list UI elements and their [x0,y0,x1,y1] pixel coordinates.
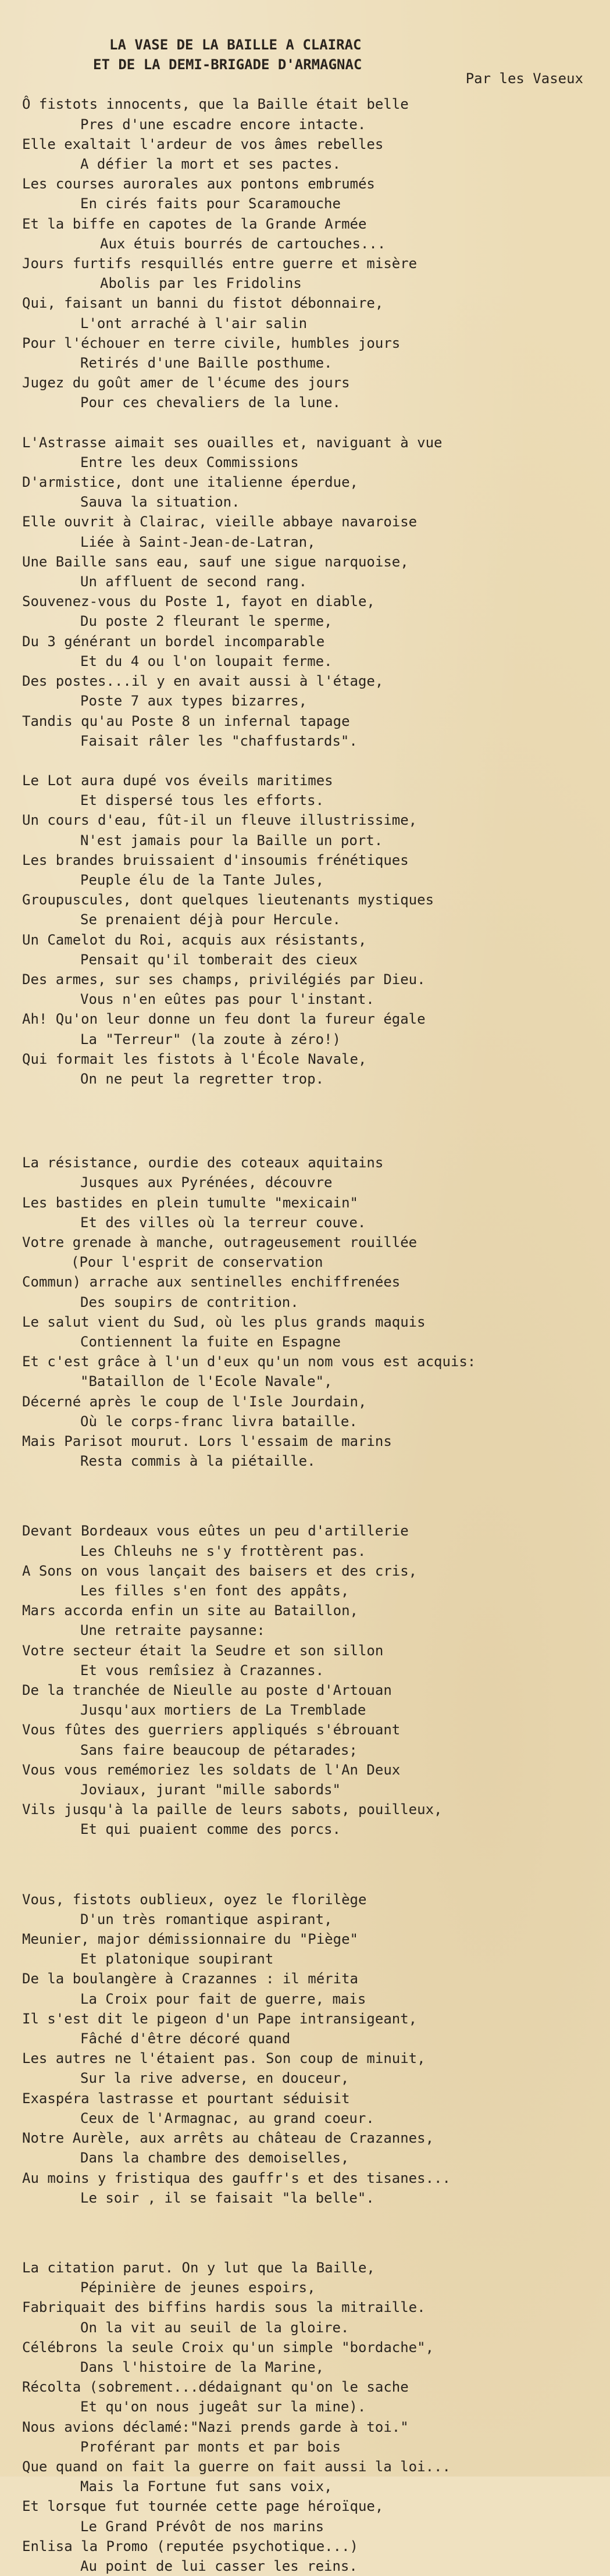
verse-line: Votre grenade à manche, outrageusement rouillée [22,1234,418,1250]
verse-line: Souvenez-vous du Poste 1, fayot en diable, [22,593,375,610]
verse-line: Nous avions déclamé:"Nazi prends garde à toi." [22,2418,409,2435]
poem-subtitle: ET DE LA DEMI-BRIGADE D'ARMAGNAC [93,56,362,73]
verse-line: Et vous remîsiez à Crazannes. [80,1662,324,1679]
verse-line: Il s'est dit le pigeon d'un Pape intransigeant, [22,2010,418,2027]
verse-line: Jusqu'aux mortiers de La Tremblade [80,1702,366,1719]
verse-line: Le soir , il se faisait "la belle". [80,2189,374,2206]
verse-line: Pres d'une escadre encore intacte. [80,116,366,133]
verse-line: D'un très romantique aspirant, [80,1911,333,1927]
poem-title: LA VASE DE LA BAILLE A CLAIRAC [109,37,362,53]
verse-line: Mais Parisot mourut. Lors l'essaim de marins [22,1433,392,1449]
verse-line: Faisait râler les "chaffustards". [80,732,358,749]
verse-line: Dans la chambre des demoiselles, [80,2150,349,2167]
verse-line: On ne peut la regretter trop. [80,1070,324,1087]
verse-line: A Sons on vous lançait des baisers et des cris, [22,1562,418,1579]
verse-line: Jusques aux Pyrénées, découvre [80,1174,333,1191]
verse-line: Le salut vient du Sud, où les plus grands maquis [22,1313,426,1330]
verse-line: Aux étuis bourrés de cartouches... [100,235,386,252]
verse-line: Proférant par monts et par bois [80,2438,341,2455]
verse-line: Au point de lui casser les reins. [80,2557,358,2574]
verse-line: D'armistice, dont une italienne éperdue, [22,474,358,491]
verse-line: Peuple élu de la Tante Jules, [80,871,324,888]
stanza-7 [22,2258,593,2576]
poem-authors: Par les Vaseux [465,70,583,87]
verse-line: Joviaux, jurant "mille sabords" [80,1782,341,1798]
verse-line: Contiennent la fuite en Espagne [80,1333,341,1350]
verse-line: L'Astrasse aimait ses ouailles et, naviguant à vue [22,434,443,451]
verse-line: Du 3 générant un bordel incomparable [22,633,325,650]
verse-line: Vous fûtes des guerriers appliqués s'ébrouant [22,1722,401,1738]
verse-line: Les autres ne l'étaient pas. Son coup de minuit, [22,2050,426,2067]
verse-line: Où le corps-franc livra bataille. [80,1413,358,1430]
stanza-3 [22,771,593,1089]
verse-line: Elle ouvrit à Clairac, vieille abbaye navaroise [22,514,418,530]
verse-line: Enlisa la Promo (reputée psychotique...) [22,2538,358,2554]
verse-line: Des soupirs de contrition. [80,1294,299,1310]
verse-line: Jugez du goût amer de l'écume des jours [22,375,350,391]
verse-line: Et c'est grâce à l'un d'eux qu'un nom vous est acquis: [22,1353,476,1370]
verse-line: Les brandes bruissaient d'insoumis frénétiques [22,851,409,868]
verse-line: Les bastides en plein tumulte "mexicain" [22,1194,358,1211]
verse-line: En cirés faits pour Scaramouche [80,195,341,212]
verse-line: Un cours d'eau, fût-il un fleuve illustrissime, [22,812,418,829]
verse-line: Devant Bordeaux vous eûtes un peu d'artillerie [22,1523,409,1540]
verse-line: (Pour l'esprit de conservation [71,1254,323,1271]
verse-line: Notre Aurèle, aux arrêts au château de Crazannes, [22,2130,434,2147]
verse-line: Et lorsque fut tournée cette page héroïque, [22,2498,384,2515]
verse-line: On la vit au seuil de la gloire. [80,2319,349,2336]
verse-line: Vils jusqu'à la paille de leurs sabots, pouilleux, [22,1801,443,1818]
verse-line: De la boulangère à Crazannes : il mérita [22,1971,358,1987]
verse-line: Entre les deux Commissions [80,454,299,471]
verse-line: Pour ces chevaliers de la lune. [80,394,341,411]
poem-body [22,94,593,2576]
verse-line: Et des villes où la terreur couve. [80,1214,366,1231]
verse-line: Fabriquait des biffins hardis sous la mitraille. [22,2299,426,2316]
verse-line: L'ont arraché à l'air salin [80,315,308,332]
stanza-2 [22,433,593,751]
verse-line: Sauva la situation. [80,494,240,511]
verse-line: La Croix pour fait de guerre, mais [80,1990,366,2007]
verse-line: Pépinière de jeunes espoirs, [80,2279,316,2296]
verse-line: Une retraite paysanne: [80,1622,265,1639]
verse-line: Vous vous remémoriez les soldats de l'An Deux [22,1761,401,1778]
verse-line: Une Baille sans eau, sauf une sigue narquoise, [22,553,409,570]
verse-line: Un affluent de second rang. [80,573,308,590]
verse-line: Fâché d'être décoré quand [80,2030,291,2047]
verse-line: Vous n'en eûtes pas pour l'instant. [80,991,374,1008]
verse-line: Qui formait les fistots à l'École Navale, [22,1050,367,1067]
verse-line: Du poste 2 fleurant le sperme, [80,613,333,630]
verse-line: Que quand on fait la guerre on fait aussi la loi... [22,2458,451,2475]
verse-line: Et qu'on nous jugeât sur la mine). [80,2399,366,2415]
verse-line: Le Grand Prévôt de nos marins [80,2518,324,2535]
verse-line: Ceux de l'Armagnac, au grand coeur. [80,2110,374,2126]
verse-line: Récolta (sobrement...dédaignant qu'on le sache [22,2379,409,2396]
verse-line: Et dispersé tous les efforts. [80,792,324,809]
verse-line: Des armes, sur ses champs, privilégiés par Dieu. [22,971,426,988]
verse-line: Meunier, major démissionnaire du "Piège" [22,1931,358,1948]
verse-line: Le Lot aura dupé vos éveils maritimes [22,772,333,789]
verse-line: Pour l'échouer en terre civile, humbles jours [22,334,401,351]
verse-line: Pensait qu'il tomberait des cieux [80,951,358,968]
verse-line: Décerné après le coup de l'Isle Jourdain, [22,1393,367,1410]
verse-line: La "Terreur" (la zoute à zéro!) [80,1031,341,1047]
verse-line: Poste 7 aux types bizarres, [80,693,308,710]
verse-line: Sur la rive adverse, en douceur, [80,2070,349,2087]
verse-line: Au moins y fristiqua des gauffr's et des tisanes... [22,2169,451,2186]
verse-line: Resta commis à la piétaille. [80,1453,316,1470]
verse-line: Un Camelot du Roi, acquis aux résistants, [22,931,367,948]
verse-line: Les Chleuhs ne s'y frottèrent pas. [80,1542,366,1559]
verse-line: Retirés d'une Baille posthume. [80,355,333,372]
verse-line: Les courses aurorales aux pontons embrumés [22,176,375,193]
verse-line: Dans l'histoire de la Marine, [80,2358,324,2375]
verse-line: Vous, fistots oublieux, oyez le florilège [22,1891,367,1908]
verse-line: Mars accorda enfin un site au Bataillon, [22,1602,358,1619]
verse-line: Groupuscules, dont quelques lieutenants mystiques [22,892,434,908]
verse-line: Commun) arrache aux sentinelles enchiffrenées [22,1274,401,1291]
verse-line: Qui, faisant un banni du fistot débonnaire, [22,295,384,312]
verse-line: Exaspéra lastrasse et pourtant séduisit [22,2090,350,2107]
verse-line: Et du 4 ou l'on loupait ferme. [80,653,333,669]
verse-line: De la tranchée de Nieulle au poste d'Artouan [22,1682,392,1699]
verse-line: Et qui puaient comme des porcs. [80,1821,341,1838]
stanza-1 [22,94,593,412]
verse-line: Votre secteur était la Seudre et son sillon [22,1642,384,1659]
verse-line: La citation parut. On y lut que la Baille, [22,2259,375,2276]
verse-line: "Bataillon de l'Ecole Navale", [80,1373,333,1390]
verse-line: A défier la mort et ses pactes. [80,156,341,173]
verse-line: La résistance, ourdie des coteaux aquitains [22,1155,384,1171]
verse-line: Célébrons la seule Croix qu'un simple "bordache", [22,2339,434,2356]
verse-line: Ah! Qu'on leur donne un feu dont la fureur égale [22,1011,426,1028]
verse-line: Ô fistots innocents, que la Baille était belle [22,96,409,113]
stanza-4 [22,1153,593,1471]
verse-line: N'est jamais pour la Baille un port. [80,832,383,849]
verse-line: Abolis par les Fridolins [100,275,302,292]
verse-line: Tandis qu'au Poste 8 un infernal tapage [22,712,350,729]
verse-line: Et la biffe en capotes de la Grande Armée [22,215,367,232]
verse-line: Les filles s'en font des appâts, [80,1583,349,1599]
verse-line: Mais la Fortune fut sans voix, [80,2478,333,2495]
verse-line: Se prenaient déjà pour Hercule. [80,911,341,928]
verse-line: Des postes...il y en avait aussi à l'étage, [22,673,384,690]
verse-line: Jours furtifs resquillés entre guerre et misère [22,255,418,272]
verse-line: Et platonique soupirant [80,1951,274,1968]
verse-line: Liée à Saint-Jean-de-Latran, [80,533,316,550]
verse-line: Elle exaltait l'ardeur de vos âmes rebelles [22,136,384,152]
stanza-5 [22,1521,593,1839]
stanza-6 [22,1890,593,2208]
verse-line: Sans faire beaucoup de pétarades; [80,1741,358,1758]
